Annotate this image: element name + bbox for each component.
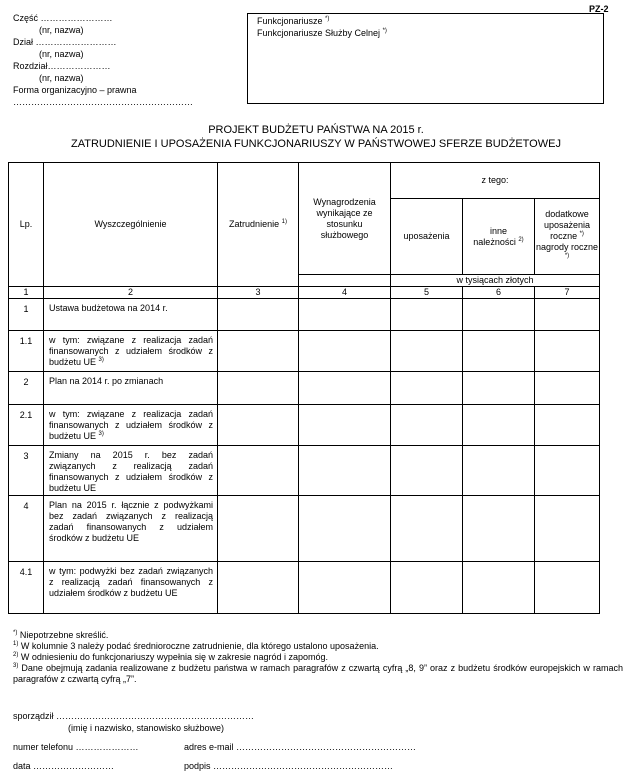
table-row [9,496,600,562]
data-field: data ……………………… [13,761,115,771]
signature-block [13,711,254,721]
budget-table [8,162,600,614]
funkcjonariusze-box [247,13,604,104]
value-cell[interactable] [218,562,299,614]
sporzadzil-hint: (imię i nazwisko, stanowisko służbowe) [68,723,225,733]
row-description: Ustawa budżetowa na 2014 r. [44,299,218,331]
row-description: w tym: związane z realizacja zadań finansowanych z udziałem środków z budżetu UE $^{3)}$ [44,405,218,446]
rozdzial-field: Rozdział………………… [13,61,111,71]
value-cell[interactable] [463,405,535,446]
forma-dots: …………………………………………………… [13,97,193,107]
column-numbers-row [9,287,600,299]
value-cell[interactable] [299,405,391,446]
value-cell[interactable] [218,405,299,446]
value-cell[interactable] [391,562,463,614]
value-cell[interactable] [218,496,299,562]
col-number: 4 [299,287,391,299]
footnote: *) Niepotrzebne skreślić. [13,630,109,640]
value-cell[interactable] [535,299,600,331]
footnote: $^{1)}$ W kolumnie 3 należy podać średnioroczne zatrudnienie, dla którego ustalono uposażenia. [13,641,379,651]
value-cell[interactable] [218,331,299,372]
header-uposazenia: uposażenia [391,199,463,275]
table-row [9,331,600,372]
value-cell[interactable] [463,372,535,405]
row-lp: 2 [9,372,44,405]
dzial-hint: (nr, nazwa) [39,49,84,59]
value-cell[interactable] [391,372,463,405]
row-description: Plan na 2014 r. po zmianach [44,372,218,405]
title-line-1: PROJEKT BUDŻETU PAŃSTWA NA 2015 r. [208,124,424,136]
value-cell[interactable] [218,446,299,496]
col-number: 2 [44,287,218,299]
value-cell[interactable] [299,331,391,372]
value-cell[interactable] [535,372,600,405]
table-row [9,446,600,496]
box-line-1: Funkcjonariusze *) [257,16,330,26]
title-line-2: ZATRUDNIENIE I UPOSAŻENIA FUNKCJONARIUSZY W PAŃSTWOWEJ SFERZE BUDŻETOWEJ [71,138,561,150]
header-wynagrodzenia: Wynagrodzenia wynikające ze stosunku służbowego [299,163,391,275]
footnote: $^{3)}$ Dane obejmują zadania realizowane z budżetu państwa w ramach paragrafów z czwartą cyfrą „8, 9” oraz z budżetu środków europejskich w ramach paragrafów z czwartą cyfrą „7”. [13,663,623,684]
footnote: $^{2)}$ W odniesieniu do funkcjonariuszy wypełnia się w zakresie nagród i zapomóg. [13,652,329,662]
value-cell[interactable] [299,496,391,562]
header-units-spacer [299,275,391,287]
row-lp: 4 [9,496,44,562]
value-cell[interactable] [535,331,600,372]
header-wyszczegolnienie: Wyszczególnienie [44,163,218,287]
header-inne: inne należności $^{2)}$ [463,199,535,275]
header-dodatkowe: dodatkowe uposażenia roczne *) nagrody roczne *) [535,199,600,275]
value-cell[interactable] [535,562,600,614]
value-cell[interactable] [391,446,463,496]
value-cell[interactable] [535,446,600,496]
forma-label: Forma organizacyjno – prawna [13,85,137,95]
header-units: w tysiącach złotych [391,275,600,287]
czesc-hint: (nr, nazwa) [39,25,84,35]
col-number: 7 [535,287,600,299]
row-description: Zmiany na 2015 r. bez zadań związanych z realizacją zadań finansowanych z udziałem środków z budżetu UE [44,446,218,496]
email-field: adres e-mail …………………………………………………… [184,742,417,752]
header-z-tego: z tego: [391,163,600,199]
value-cell[interactable] [218,372,299,405]
rozdzial-hint: (nr, nazwa) [39,73,84,83]
header-zatrudnienie: Zatrudnienie $^{1)}$ [218,163,299,287]
form-code: PZ-2 [589,4,609,14]
row-lp: 1 [9,299,44,331]
value-cell[interactable] [391,405,463,446]
value-cell[interactable] [463,496,535,562]
col-number: 3 [218,287,299,299]
col-number: 6 [463,287,535,299]
value-cell[interactable] [391,496,463,562]
value-cell[interactable] [463,446,535,496]
row-lp: 4.1 [9,562,44,614]
value-cell[interactable] [391,299,463,331]
row-lp: 1.1 [9,331,44,372]
row-description: w tym: związane z realizacja zadań finansowanych z udziałem środków z budżetu UE $^{3)}$ [44,331,218,372]
box-line-2: Funkcjonariusze Służby Celnej *) [257,28,387,38]
value-cell[interactable] [299,562,391,614]
table-row [9,405,600,446]
value-cell[interactable] [463,299,535,331]
col-number: 5 [391,287,463,299]
dzial-field: Dział ……………………… [13,37,117,47]
row-lp: 3 [9,446,44,496]
value-cell[interactable] [535,405,600,446]
sporzadzil-field: sporządził ………………………………………………………… [13,711,255,721]
value-cell[interactable] [299,446,391,496]
value-cell[interactable] [218,299,299,331]
row-lp: 2.1 [9,405,44,446]
value-cell[interactable] [463,331,535,372]
footnotes [13,630,623,685]
row-description: Plan na 2015 r. łącznie z podwyżkami bez zadań związanych z realizacją zadań finansowanych z udziałem środków z budżetu UE [44,496,218,562]
header-lp: Lp. [9,163,44,287]
value-cell[interactable] [463,562,535,614]
table-row [9,562,600,614]
col-number: 1 [9,287,44,299]
header-left [13,12,193,108]
value-cell[interactable] [299,299,391,331]
table-row [9,372,600,405]
telefon-field: numer telefonu ………………… [13,742,139,752]
value-cell[interactable] [299,372,391,405]
table-row [9,299,600,331]
value-cell[interactable] [391,331,463,372]
row-description: w tym: podwyżki bez zadań związanych z realizacją zadań finansowanych z udziałem środków z budżetu UE [44,562,218,614]
value-cell[interactable] [535,496,600,562]
podpis-field: podpis …………………………………………………… [184,761,394,771]
czesc-field: Część …………………… [13,13,113,23]
